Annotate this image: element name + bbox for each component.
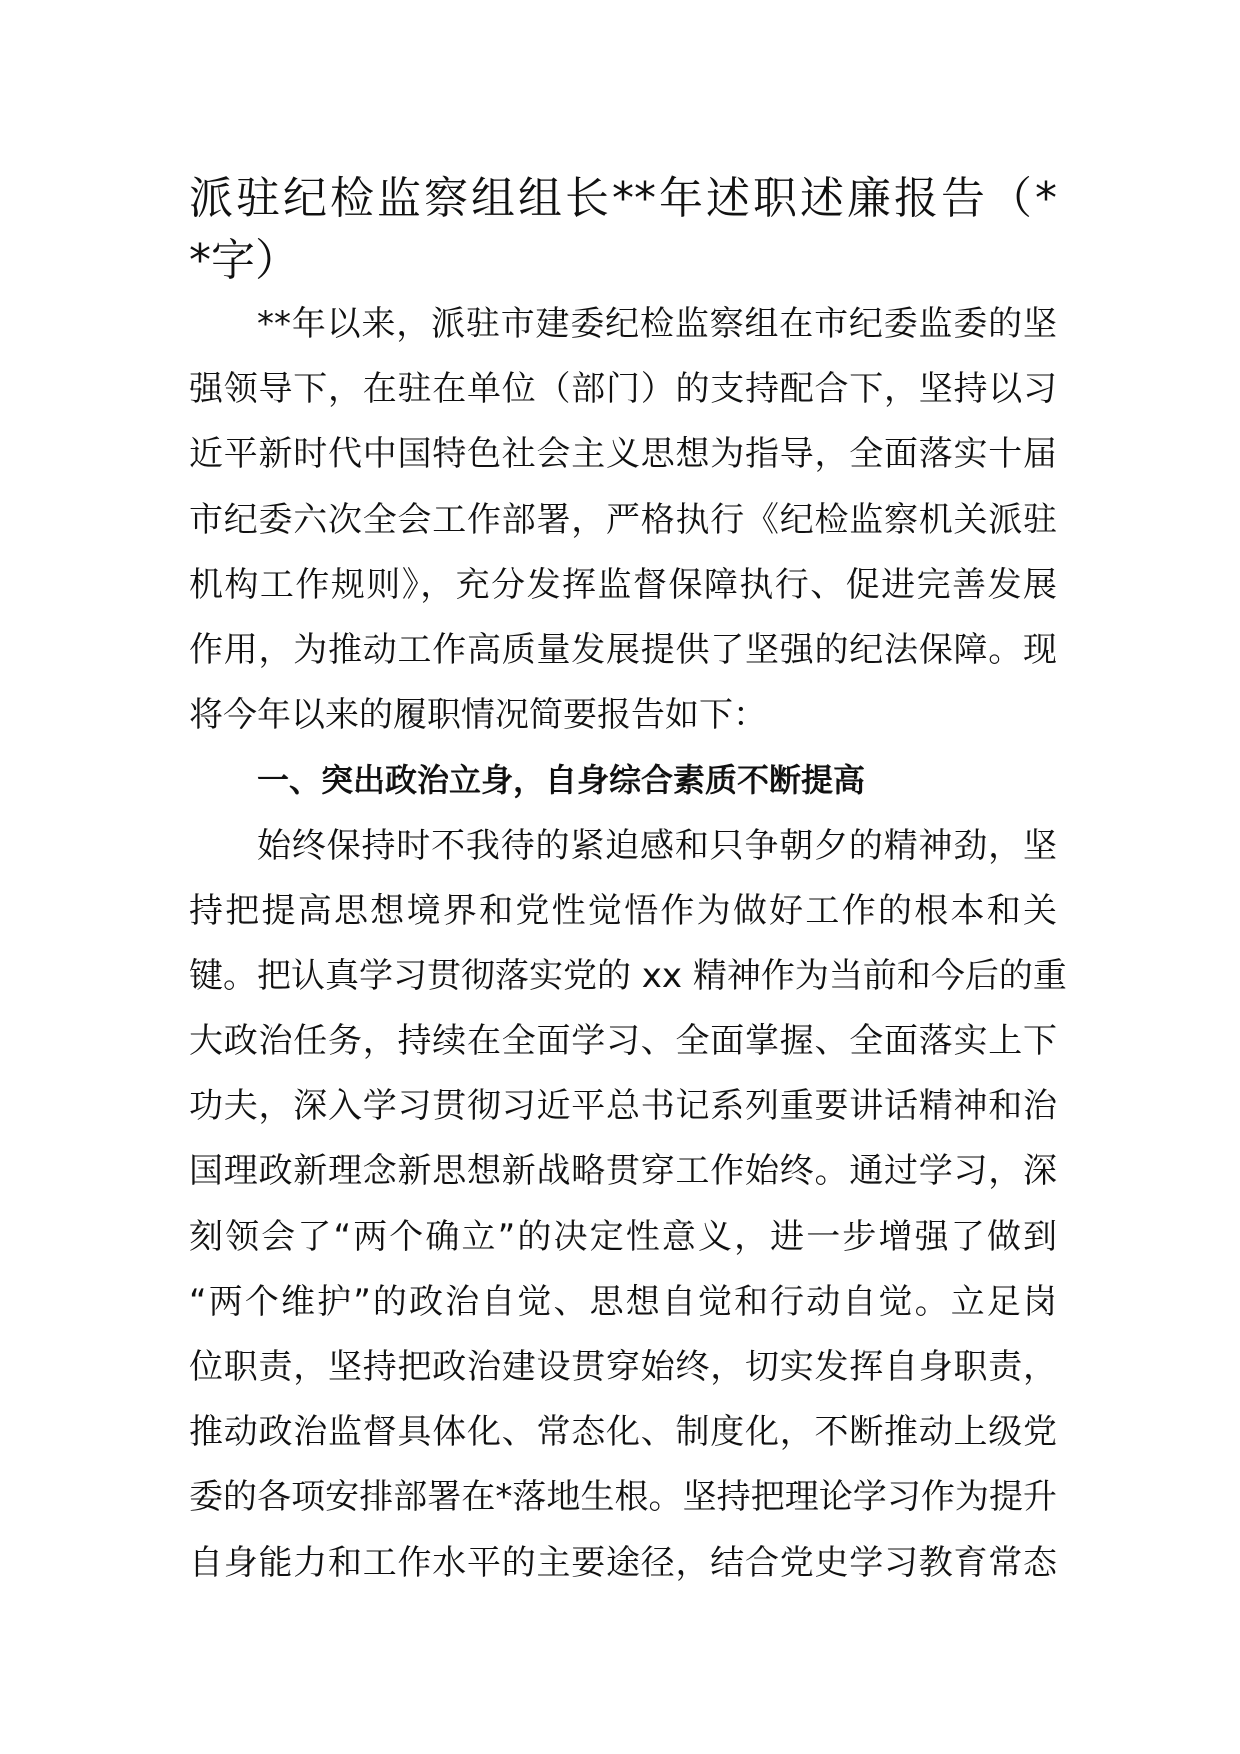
section-paragraph — [189, 814, 1067, 1596]
text-line: 近平新时代中国特色社会主义思想为指导，全面落实十届 — [189, 434, 1057, 475]
intro-paragraph — [189, 292, 1057, 748]
title-line: *字） — [189, 235, 299, 286]
text-line: 推动政治监督具体化、常态化、制度化，不断推动上级党 — [189, 1412, 1057, 1453]
text-line: 将今年以来的履职情况简要报告如下： — [189, 695, 767, 736]
text-line: 作用，为推动工作高质量发展提供了坚强的纪法保障。现 — [189, 629, 1057, 670]
document-page — [189, 168, 1067, 1596]
text-line: 国理政新理念新思想新战略贯穿工作始终。通过学习，深 — [189, 1151, 1057, 1192]
text-line: 委的各项安排部署在*落地生根。坚持把理论学习作为提升 — [189, 1477, 1057, 1518]
text-line: 键。把认真学习贯彻落实党的 xx 精神作为当前和今后的重 — [189, 955, 1067, 996]
text-line: 刻领会了“两个确立”的决定性意义，进一步增强了做到 — [189, 1216, 1057, 1257]
text-line: 自身能力和工作水平的主要途径，结合党史学习教育常态 — [189, 1542, 1057, 1583]
text-line: 强领导下，在驻在单位（部门）的支持配合下，坚持以习 — [189, 369, 1057, 410]
document-title — [189, 168, 1057, 292]
text-line: 始终保持时不我待的紧迫感和只争朝夕的精神劲，坚 — [257, 825, 1057, 866]
text-line: “两个维护”的政治自觉、思想自觉和行动自觉。立足岗 — [189, 1281, 1057, 1322]
text-line: 市纪委六次全会工作部署，严格执行《纪检监察机关派驻 — [189, 499, 1057, 540]
text-line: **年以来，派驻市建委纪检监察组在市纪委监委的坚 — [257, 304, 1057, 344]
text-line: 功夫，深入学习贯彻习近平总书记系列重要讲话精神和治 — [189, 1086, 1057, 1127]
text-line: 机构工作规则》，充分发挥监督保障执行、促进完善发展 — [189, 564, 1057, 605]
text-line: 大政治任务，持续在全面学习、全面掌握、全面落实上下 — [189, 1021, 1057, 1062]
section-heading: 一、突出政治立身，自身综合素质不断提高 — [257, 761, 866, 800]
title-line: 派驻纪检监察组组长**年述职述廉报告（* — [189, 173, 1057, 224]
text-line: 持把提高思想境界和党性觉悟作为做好工作的根本和关 — [189, 890, 1057, 931]
text-line: 位职责，坚持把政治建设贯穿始终，切实发挥自身职责， — [189, 1347, 1057, 1387]
